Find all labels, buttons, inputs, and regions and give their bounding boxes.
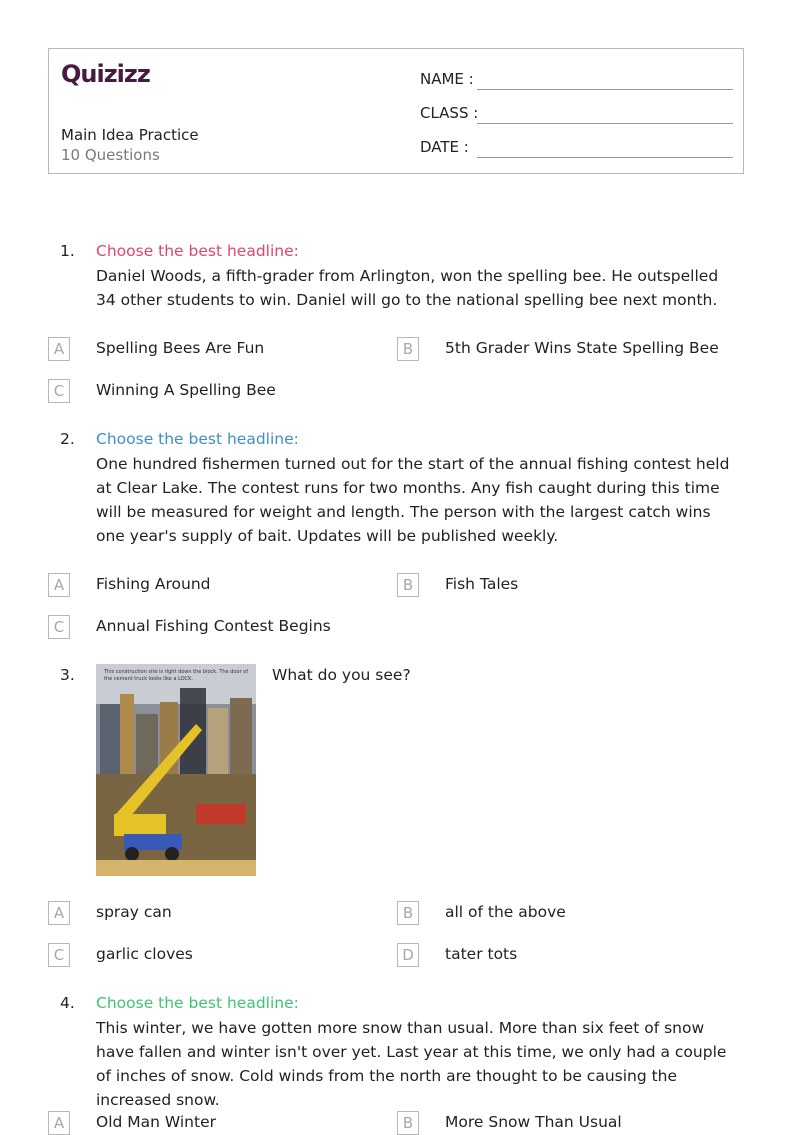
option-text[interactable]: Winning A Spelling Bee	[96, 381, 276, 399]
quiz-title: Main Idea Practice	[61, 126, 199, 144]
question-number: 1.	[60, 242, 75, 260]
option-text[interactable]: all of the above	[445, 903, 566, 921]
option-text[interactable]: tater tots	[445, 945, 518, 963]
construction-site-image	[96, 664, 256, 876]
option-letter-box[interactable]: B	[397, 573, 419, 597]
option-text[interactable]: 5th Grader Wins State Spelling Bee	[445, 339, 719, 357]
question-prompt: Choose the best headline:	[96, 430, 299, 448]
image-caption: This construction site is right down the block. The door of the cement truck looks like a LOCK.	[104, 669, 248, 682]
option-letter-box[interactable]: C	[48, 379, 70, 403]
name-field	[420, 66, 733, 90]
question-prompt: Choose the best headline:	[96, 994, 299, 1012]
class-field	[420, 100, 733, 124]
option-text[interactable]: Spelling Bees Are Fun	[96, 339, 265, 357]
question-prompt: What do you see?	[272, 666, 411, 684]
question-body: Daniel Woods, a fifth-grader from Arlington, won the spelling bee. He outspelled 34 other students to win. Daniel will go to the national spelling bee next month.	[96, 267, 719, 309]
date-line[interactable]	[477, 157, 733, 158]
option-letter-box[interactable]: D	[397, 943, 419, 967]
date-field	[420, 134, 733, 158]
question-number: 4.	[60, 994, 75, 1012]
option-text[interactable]: Fish Tales	[445, 575, 519, 593]
option-letter-box[interactable]: C	[48, 615, 70, 639]
option-letter-box[interactable]: A	[48, 901, 70, 925]
option-text[interactable]: garlic cloves	[96, 945, 193, 963]
question-prompt: Choose the best headline:	[96, 242, 299, 260]
name-line[interactable]	[477, 89, 733, 90]
option-letter-box[interactable]: A	[48, 1111, 70, 1135]
question-body: One hundred fishermen turned out for the start of the annual fishing contest held at Clear Lake. The contest runs for two months. Any fish caught during this time will be measured for weight and length. The person with the largest catch wins one year's supply of bait. Updates will be published weekly.	[96, 455, 730, 545]
question-count: 10 Questions	[61, 146, 160, 164]
question-body: This winter, we have gotten more snow than usual. More than six feet of snow have fallen and winter isn't over yet. Last year at this time, we only had a couple of inches of snow. Cold winds from the north are thought to be causing the increased snow.	[96, 1019, 727, 1109]
option-letter-box[interactable]: C	[48, 943, 70, 967]
quizizz-logo	[61, 59, 151, 91]
worksheet-header	[48, 48, 744, 174]
option-text[interactable]: Old Man Winter	[96, 1113, 216, 1131]
name-label: NAME :	[420, 70, 474, 88]
option-text[interactable]: More Snow Than Usual	[445, 1113, 622, 1131]
option-letter-box[interactable]: B	[397, 1111, 419, 1135]
option-text[interactable]: Fishing Around	[96, 575, 211, 593]
option-text[interactable]: spray can	[96, 903, 172, 921]
date-label: DATE :	[420, 138, 469, 156]
option-letter-box[interactable]: A	[48, 573, 70, 597]
option-letter-box[interactable]: A	[48, 337, 70, 361]
question-number: 3.	[60, 666, 75, 684]
class-label: CLASS :	[420, 104, 479, 122]
option-text[interactable]: Annual Fishing Contest Begins	[96, 617, 331, 635]
question-number: 2.	[60, 430, 75, 448]
svg-text:Quizizz: Quizizz	[61, 60, 150, 87]
option-letter-box[interactable]: B	[397, 337, 419, 361]
option-letter-box[interactable]: B	[397, 901, 419, 925]
class-line[interactable]	[477, 123, 733, 124]
